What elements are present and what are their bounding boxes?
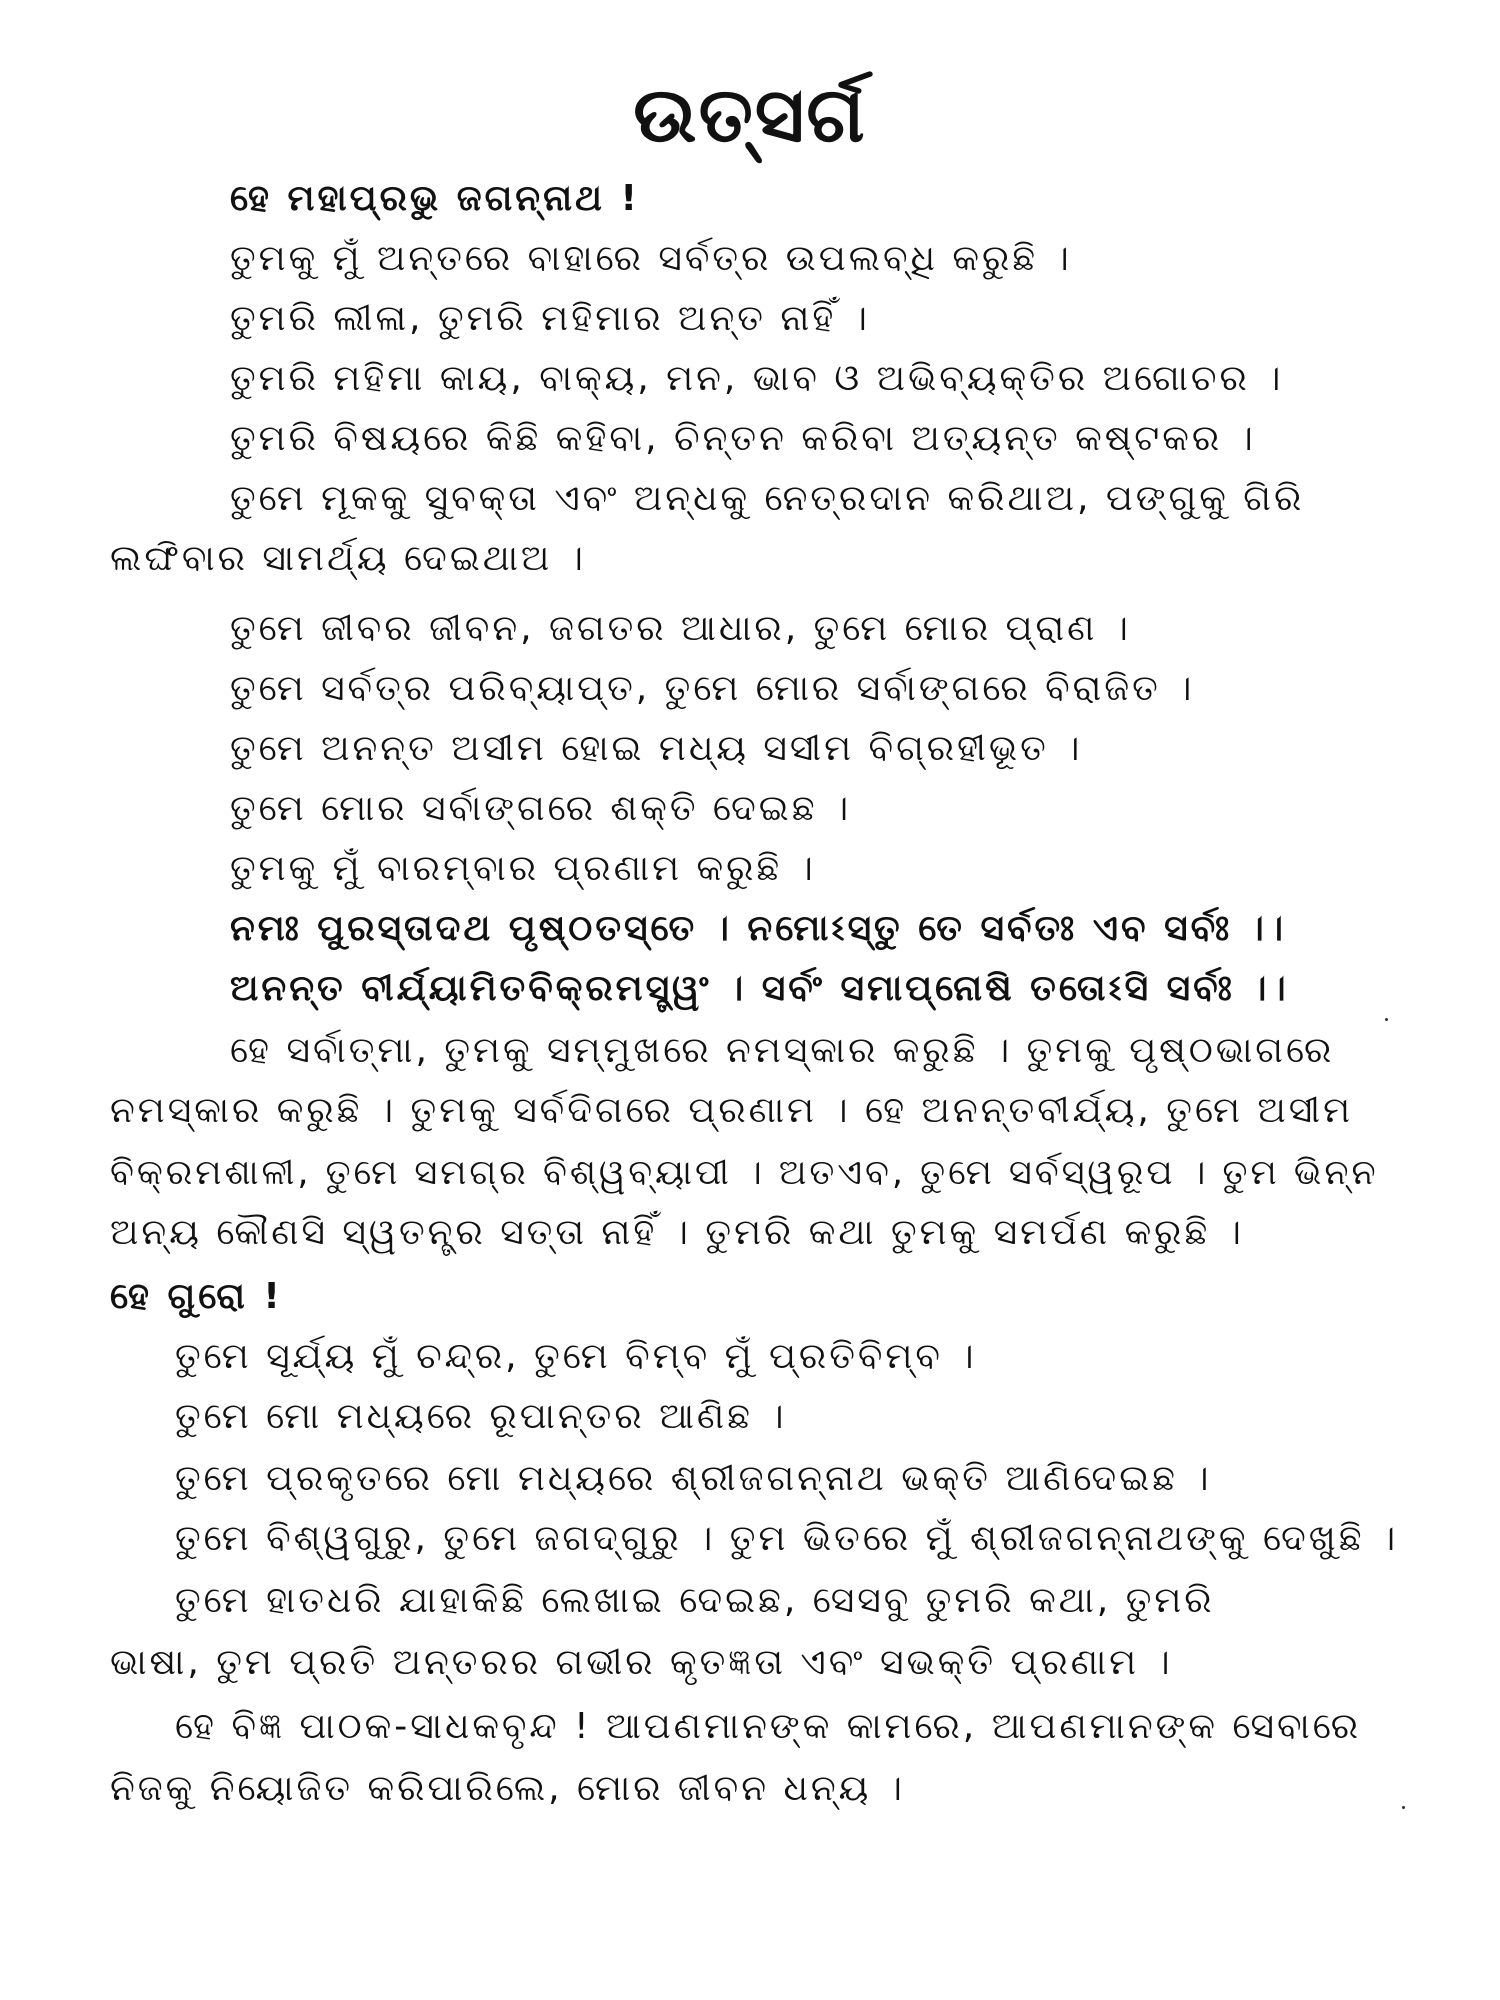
- text-line: ନମସ୍କାର କରୁଛି । ତୁମକୁ ସର୍ବଦିଗରେ ପ୍ରଣାମ । ହେ ଅନନ୍ତବୀର୍ଯ୍ୟ, ତୁମେ ଅସୀମ: [110, 1090, 1354, 1131]
- text-line: ତୁମେ ସର୍ବତ୍ର ପରିବ୍ୟାପ୍ତ, ତୁମେ ମୋର ସର୍ବାଙ୍ଗରେ ବିରାଜିତ ।: [230, 668, 1195, 709]
- text-line: ତୁମକୁ ମୁଁ ଅନ୍ତରେ ବାହାରେ ସର୍ବତ୍ର ଉପଲବ୍ଧି କରୁଛି ।: [230, 238, 1072, 279]
- text-line: ନିଜକୁ ନିୟୋଜିତ କରିପାରିଲେ, ମୋର ଜୀବନ ଧନ୍ୟ ।: [110, 1768, 905, 1809]
- page-title: ଉତ୍ସର୍ଗ: [633, 70, 867, 159]
- text-line: ହେ ସର୍ବାତ୍ମା, ତୁମକୁ ସମ୍ମୁଖରେ ନମସ୍କାର କରୁଛି । ତୁମକୁ ପୃଷ୍ଠଭାଗରେ: [230, 1030, 1335, 1071]
- text-line: ତୁମରି ଲୀଳା, ତୁମରି ମହିମାର ଅନ୍ତ ନାହିଁ ।: [230, 298, 870, 339]
- text-line: ଅନ୍ୟ କୌଣସି ସ୍ୱତନ୍ତ୍ର ସତ୍ତା ନାହିଁ । ତୁମରି କଥା ତୁମକୁ ସମର୍ପଣ କରୁଛି ।: [110, 1212, 1244, 1253]
- text-line: ତୁମେ ମୋ ମଧ୍ୟରେ ରୂପାନ୍ତର ଆଣିଛ ।: [175, 1396, 787, 1437]
- text-line: ହେ ବିଜ୍ଞ ପାଠକ-ସାଧକବୃନ୍ଦ ! ଆପଣମାନଙ୍କ କାମରେ, ଆପଣମାନଙ୍କ ସେବାରେ: [175, 1706, 1362, 1747]
- text-line: ତୁମେ ମୋର ସର୍ବାଙ୍ଗରେ ଶକ୍ତି ଦେଇଛ ।: [230, 788, 852, 829]
- text-line: ତୁମକୁ ମୁଁ ବାରମ୍ବାର ପ୍ରଣାମ କରୁଛି ।: [230, 848, 816, 889]
- scan-speck: [1385, 1018, 1388, 1021]
- text-line: ତୁମେ ବିଶ୍ୱଗୁରୁ, ତୁମେ ଜଗଦ୍‌ଗୁରୁ । ତୁମ ଭିତରେ ମୁଁ ଶ୍ରୀଜଗନ୍ନାଥଙ୍କୁ ଦେଖୁଛି ।: [175, 1518, 1399, 1559]
- text-line: ତୁମେ ଜୀବର ଜୀବନ, ଜଗତର ଆଧାର, ତୁମେ ମୋର ପ୍ରାଣ ।: [230, 608, 1131, 649]
- text-line: ତୁମେ ଅନନ୍ତ ଅସୀମ ହୋଇ ମଧ୍ୟ ସସୀମ ବିଗ୍ରହୀଭୂତ ।: [230, 728, 1083, 769]
- text-line: ବିକ୍ରମଶାଳୀ, ତୁମେ ସମଗ୍ର ବିଶ୍ୱବ୍ୟାପୀ । ଅତଏବ, ତୁମେ ସର୍ବସ୍ୱରୂପ । ତୁମ ଭିନ୍ନ: [110, 1153, 1379, 1193]
- sanskrit-verse-line: ନମଃ ପୁରସ୍ତାଦଥ ପୃଷ୍ଠତସ୍ତେ । ନମୋଽସ୍ତୁ ତେ ସର୍ବତଃ ଏବ ସର୍ବଃ ।।: [230, 908, 1287, 949]
- text-line: ଭାଷା, ତୁମ ପ୍ରତି ଅନ୍ତରର ଗଭୀର କୃତଜ୍ଞତା ଏବଂ ସଭକ୍ତି ପ୍ରଣାମ ।: [110, 1642, 1173, 1683]
- text-line: ତୁମେ ହାତଧରି ଯାହାକିଛି ଲେଖାଇ ଦେଇଛ, ସେସବୁ ତୁମରି କଥା, ତୁମରି: [175, 1580, 1215, 1621]
- text-line: ତୁମେ ମୂକକୁ ସୁବକ୍ତା ଏବଂ ଅନ୍ଧକୁ ନେତ୍ରଦାନ କରିଥାଅ, ପଙ୍ଗୁକୁ ଗିରି: [230, 478, 1305, 519]
- text-line: ତୁମରି ମହିମା କାୟ, ବାକ୍ୟ, ମନ, ଭାବ ଓ ଅଭିବ୍ୟକ୍ତିର ଅଗୋଚର ।: [230, 358, 1284, 399]
- invocation-line: ହେ ମହାପ୍ରଭୁ ଜଗନ୍ନାଥ !: [230, 178, 640, 219]
- scan-speck: [1402, 1806, 1405, 1809]
- text-line: ତୁମେ ପ୍ରକୃତରେ ମୋ ମଧ୍ୟରେ ଶ୍ରୀଜଗନ୍ନାଥ ଭକ୍ତି ଆଣିଦେଇଛ ।: [175, 1458, 1212, 1499]
- text-line: ତୁମରି ବିଷୟରେ କିଛି କହିବା, ଚିନ୍ତନ କରିବା ଅତ୍ୟନ୍ତ କଷ୍ଟକର ।: [230, 418, 1256, 459]
- text-line: ଲଙ୍ଘିବାର ସାମର୍ଥ୍ୟ ଦେଇଥାଅ ।: [110, 538, 586, 579]
- sanskrit-verse-line: ଅନନ୍ତ ବୀର୍ଯ୍ୟାମିତବିକ୍ରମସ୍ତ୍ୱଂ । ସର୍ବଂ ସମାପ୍ନୋଷି ତତୋଽସି ସର୍ବଃ ।।: [230, 968, 1289, 1009]
- invocation-line: ହେ ଗୁରୋ !: [110, 1276, 283, 1317]
- text-line: ତୁମେ ସୂର୍ଯ୍ୟ ମୁଁ ଚନ୍ଦ୍ର, ତୁମେ ବିମ୍ବ ମୁଁ ପ୍ରତିବିମ୍ବ ।: [175, 1336, 977, 1377]
